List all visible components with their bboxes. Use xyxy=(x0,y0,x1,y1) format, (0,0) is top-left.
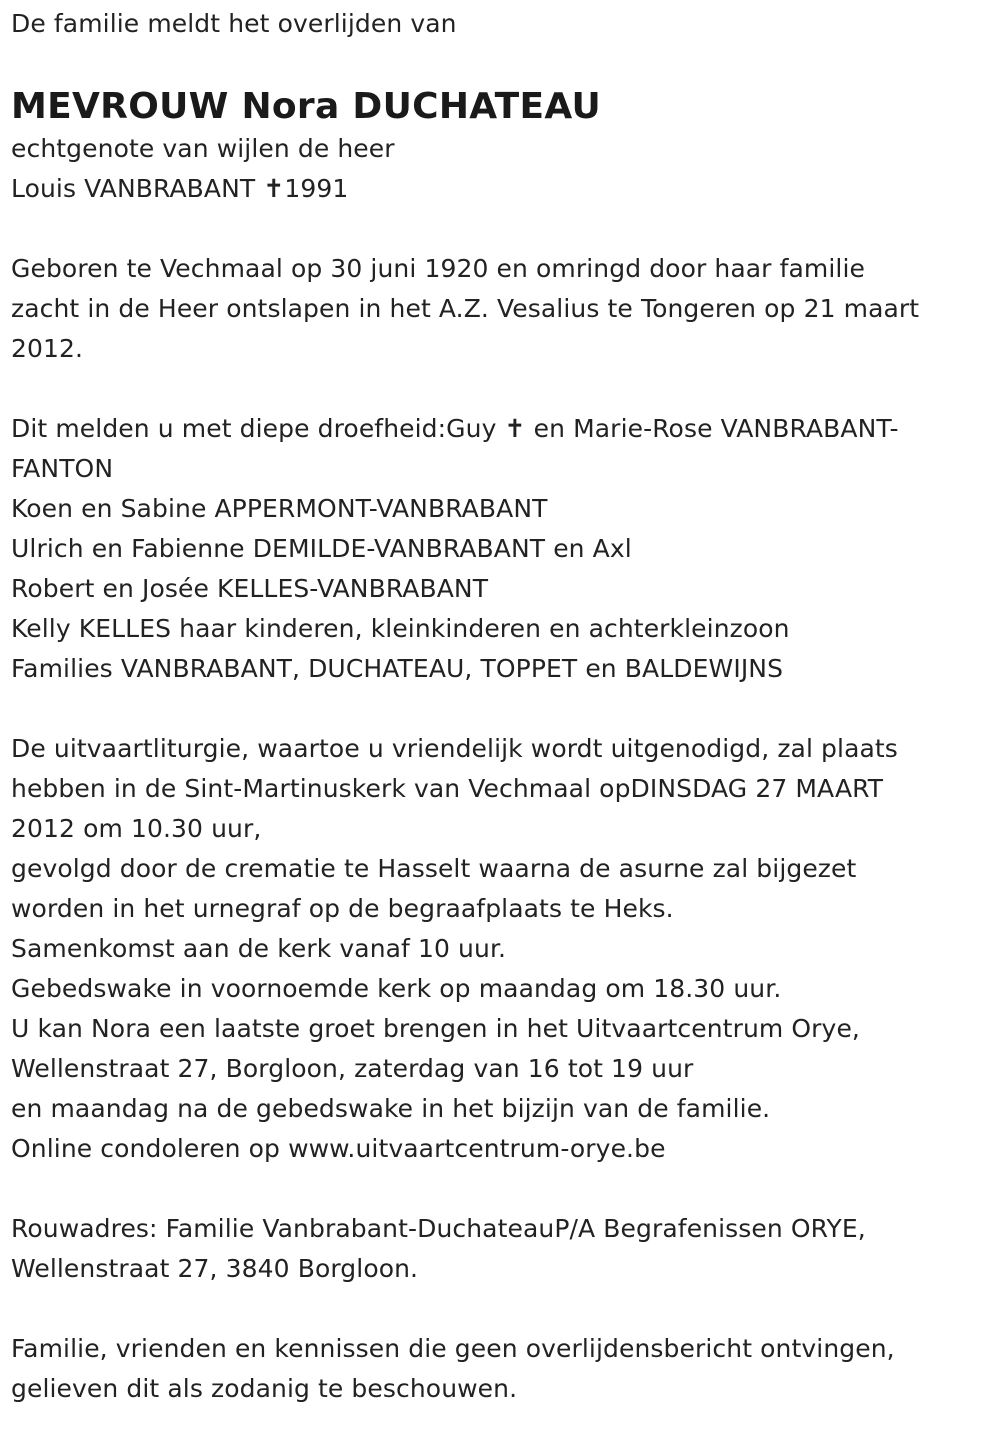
mourner-line: Koen en Sabine APPERMONT-VANBRABANT xyxy=(11,494,548,523)
condolence-line: Online condoleren op www.uitvaartcentrum-orye.be xyxy=(11,1134,666,1163)
funeral-line: worden in het urnegraf op de begraafplaats te Heks. xyxy=(11,894,674,923)
funeral-line: hebben in de Sint-Martinuskerk van Vechmaal opDINSDAG 27 MAART xyxy=(11,774,884,803)
funeral-block xyxy=(11,729,991,1169)
closing-block xyxy=(11,1329,991,1409)
funeral-line: 2012 om 10.30 uur, xyxy=(11,814,262,843)
address-line: Wellenstraat 27, 3840 Borgloon. xyxy=(11,1254,419,1283)
closing-line: gelieven dit als zodanig te beschouwen. xyxy=(11,1374,518,1403)
text-line: Geboren te Vechmaal op 30 juni 1920 en omringd door haar familie xyxy=(11,254,865,283)
intro-line: De familie meldt het overlijden van xyxy=(11,9,457,38)
deceased-name: MEVROUW Nora DUCHATEAU xyxy=(11,86,601,127)
funeral-line: U kan Nora een laatste groet brengen in het Uitvaartcentrum Orye, xyxy=(11,1014,860,1043)
mourner-line: Families VANBRABANT, DUCHATEAU, TOPPET en BALDEWIJNS xyxy=(11,654,784,683)
funeral-line: gevolgd door de crematie te Hasselt waarna de asurne zal bijgezet xyxy=(11,854,857,883)
mourner-line: Kelly KELLES haar kinderen, kleinkinderen en achterkleinzoon xyxy=(11,614,790,643)
mourners-block xyxy=(11,409,991,689)
address-line: Rouwadres: Familie Vanbrabant-DuchateauP/A Begrafenissen ORYE, xyxy=(11,1214,866,1243)
spouse-block xyxy=(11,129,991,209)
text-line: zacht in de Heer ontslapen in het A.Z. Vesalius te Tongeren op 21 maart xyxy=(11,294,920,323)
funeral-line: en maandag na de gebedswake in het bijzijn van de familie. xyxy=(11,1094,771,1123)
funeral-line: Gebedswake in voornoemde kerk op maandag om 18.30 uur. xyxy=(11,974,782,1003)
mourner-line: FANTON xyxy=(11,454,114,483)
mourner-line: Dit melden u met diepe droefheid:Guy ✝ en Marie-Rose VANBRABANT- xyxy=(11,414,899,443)
funeral-line: Samenkomst aan de kerk vanaf 10 uur. xyxy=(11,934,507,963)
mourner-line: Ulrich en Fabienne DEMILDE-VANBRABANT en Axl xyxy=(11,534,632,563)
death-notice xyxy=(11,0,991,1409)
mourner-line: Robert en Josée KELLES-VANBRABANT xyxy=(11,574,489,603)
closing-line: Familie, vrienden en kennissen die geen overlijdensbericht ontvingen, xyxy=(11,1334,895,1363)
funeral-line: De uitvaartliturgie, waartoe u vriendelijk wordt uitgenodigd, zal plaats xyxy=(11,734,898,763)
spouse-name-line: Louis VANBRABANT ✝1991 xyxy=(11,174,349,203)
text-line: 2012. xyxy=(11,334,84,363)
funeral-line: Wellenstraat 27, Borgloon, zaterdag van 16 tot 19 uur xyxy=(11,1054,694,1083)
spouse-line: echtgenote van wijlen de heer xyxy=(11,134,395,163)
address-block xyxy=(11,1209,991,1289)
birth-death-block xyxy=(11,249,991,369)
